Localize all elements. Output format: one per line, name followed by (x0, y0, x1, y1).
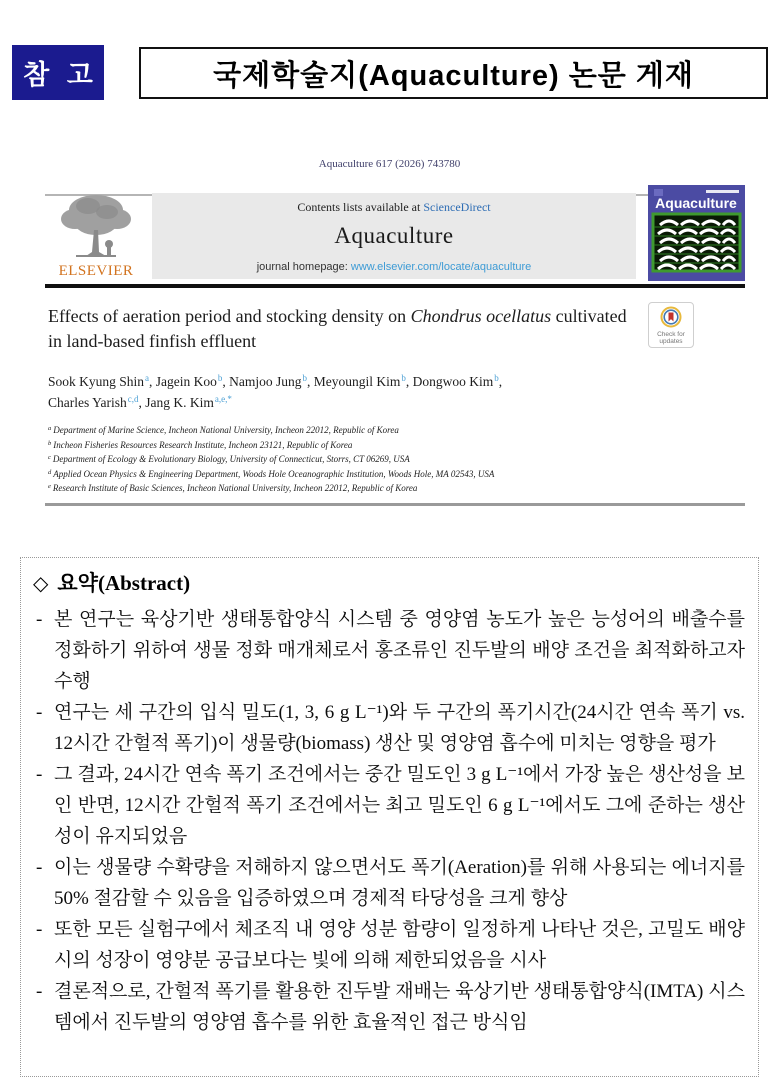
author-affil-sup: a (145, 373, 150, 383)
affiliation-item (48, 424, 708, 439)
homepage-prefix: journal homepage: (256, 261, 351, 273)
author-separator: , (138, 395, 146, 410)
journal-banner (152, 193, 636, 279)
dash-bullet: - (36, 857, 43, 878)
affiliation-sup: e (48, 483, 51, 490)
author-name: Namjoo Jung (229, 374, 302, 389)
page-title: 국제학술지(Aquaculture) 논문 게재 (139, 47, 768, 99)
author-separator: , (498, 374, 503, 389)
dash-bullet: - (36, 764, 43, 785)
dash-bullet: - (36, 609, 43, 630)
paper-title-text: Effects of aeration period and stocking density on (48, 306, 411, 326)
affiliation-text: Research Institute of Basic Sciences, Incheon National University, Incheon 22012, Republic of Korea (52, 483, 418, 493)
check-updates-label-1: Check for (657, 330, 685, 338)
author-separator: , (222, 374, 230, 389)
affiliation-text: Applied Ocean Physics & Engineering Department, Woods Hole Oceanographic Institution, Woods Hole, MA 02543, USA (53, 468, 495, 479)
abstract-bullet (33, 604, 745, 697)
affiliation-text: Department of Marine Science, Incheon National University, Incheon 22012, Republic of Korea (53, 425, 399, 435)
affiliation-bottom-rule (45, 503, 745, 506)
abstract-bullet-text: 연구는 세 구간의 입식 밀도(1, 3, 6 g L⁻¹)와 두 구간의 폭기시간(24시간 연속 폭기 vs. 12시간 간헐적 폭기)이 생물량(biomass) 생산 및 영양염 흡수에 미치는 영향을 평가 (54, 702, 745, 754)
author-list (48, 372, 668, 414)
check-updates-icon (660, 306, 682, 331)
author-affil-sup: c,d (127, 394, 139, 404)
abstract-bullet-text: 이는 생물량 수확량을 저해하지 않으면서도 폭기(Aeration)를 위해 사용되는 에너지를 50% 절감할 수 있음을 입증하였으며 경제적 타당성을 크게 향상 (54, 857, 745, 909)
affiliation-text: Incheon Fisheries Resources Research Institute, Incheon 23121, Republic of Korea (53, 439, 353, 450)
abstract-bullet (33, 697, 745, 759)
affiliation-sup: d (48, 468, 52, 476)
diamond-bullet-icon: ◇ (33, 573, 49, 595)
journal-citation: Aquaculture 617 (2026) 743780 (318, 158, 461, 170)
reference-badge: 참 고 (12, 45, 104, 100)
abstract-bullet-text: 그 결과, 24시간 연속 폭기 조건에서는 중간 밀도인 3 g L⁻¹에서 가장 높은 생산성을 보인 반면, 12시간 간헐적 폭기 조건에서는 최고 밀도인 6 g L⁻¹에서도 그에 준하는 생산성이 유지되었음 (54, 764, 745, 847)
paper-title (48, 304, 628, 354)
abstract-bullet (33, 759, 745, 852)
abstract-bullet-text: 결론적으로, 간헐적 폭기를 활용한 진두발 재배는 육상기반 생태통합양식(IMTA) 시스템에서 진두발의 영양염 흡수를 위한 효율적인 접근 방식임 (54, 981, 745, 1033)
affiliation-list (48, 424, 708, 497)
affiliation-item (48, 439, 708, 454)
abstract-heading-text: 요약(Abstract) (57, 571, 191, 595)
journal-masthead (45, 188, 745, 284)
author-name: Jagein Koo (155, 374, 217, 389)
sciencedirect-link[interactable]: ScienceDirect (423, 200, 491, 214)
masthead-bottom-rule (45, 284, 745, 288)
abstract-bullet-text: 본 연구는 육상기반 생태통합양식 시스템 중 영양염 농도가 높은 능성어의 배출수를 정화하기 위하여 생물 정화 매개체로서 홍조류인 진두발의 배양 조건을 최적화하고자 수행 (54, 609, 745, 692)
affiliation-sup: a (48, 425, 52, 432)
check-for-updates-badge[interactable] (648, 302, 694, 348)
author-name: Dongwoo Kim (412, 374, 494, 389)
affiliation-text: Department of Ecology & Evolutionary Biology, University of Connecticut, Storrs, CT 06269, USA (52, 454, 410, 464)
dash-bullet: - (36, 702, 43, 723)
author-affil-sup: b (217, 373, 223, 383)
author-name: Meyoungil Kim (313, 374, 401, 389)
journal-homepage-link[interactable]: www.elsevier.com/locate/aquaculture (350, 261, 532, 273)
elsevier-wordmark: ELSEVIER (58, 263, 134, 279)
author-name: Jang K. Kim (145, 395, 214, 410)
abstract-bullet (33, 852, 745, 914)
author-separator: , (307, 374, 314, 389)
abstract-bullet-list (33, 604, 745, 1038)
affiliation-item (48, 453, 708, 468)
abstract-bullet-text: 또한 모든 실험구에서 체조직 내 영양 성분 함량이 일정하게 나타난 것은, 고밀도 배양 시의 성장이 영양분 공급보다는 빛에 의해 제한되었음을 시사 (54, 919, 745, 971)
author-line-1 (48, 372, 668, 393)
author-name: Charles Yarish (48, 395, 127, 410)
contents-prefix: Contents lists available at (297, 200, 424, 214)
author-affil-sup: b (494, 373, 499, 383)
author-affil-sup: b (302, 373, 308, 383)
author-affil-sup: b (401, 373, 406, 383)
journal-cover-thumbnail (648, 185, 745, 281)
abstract-bullet (33, 914, 745, 976)
author-affil-sup: a,e,* (214, 394, 232, 404)
paper-title-species: Chondrus ocellatus (410, 306, 552, 326)
svg-text:Aquaculture: Aquaculture (655, 195, 737, 211)
elsevier-tree-icon (50, 247, 142, 264)
contents-line (152, 200, 636, 215)
journal-name: Aquaculture (334, 223, 454, 248)
paper-title-suffix: cultivated in land-based finfish effluent (48, 306, 627, 351)
affiliation-sup: b (48, 439, 52, 447)
author-line-2 (48, 393, 668, 414)
dash-bullet: - (36, 919, 43, 940)
abstract-bullet (33, 976, 745, 1038)
check-updates-label-2: updates (659, 338, 683, 345)
dash-bullet: - (36, 981, 43, 1002)
abstract-summary-box (20, 557, 759, 1077)
author-separator: , (149, 374, 156, 389)
abstract-heading (33, 568, 745, 599)
elsevier-logo (47, 190, 145, 282)
affiliation-item (48, 482, 708, 497)
affiliation-sup: c (48, 454, 51, 461)
affiliation-item (48, 468, 708, 483)
author-separator: , (405, 374, 413, 389)
homepage-line (152, 261, 636, 273)
author-name: Sook Kyung Shin (48, 374, 145, 389)
